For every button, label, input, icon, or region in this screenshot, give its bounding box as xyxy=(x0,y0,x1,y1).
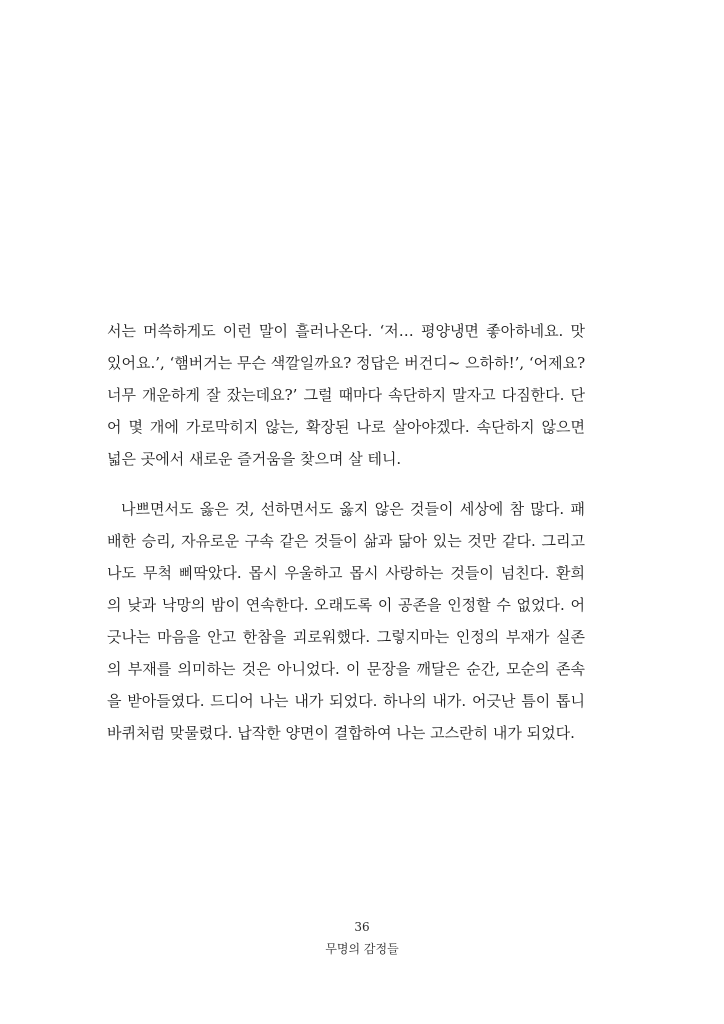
text-line: 바퀴처럼 맞물렸다. 납작한 양면이 결합하여 나는 고스란히 내가 되었다. xyxy=(107,724,575,742)
text-line: 나쁘면서도 옳은 것, 선하면서도 옳지 않은 것들이 세상에 참 많다. 패 xyxy=(121,500,585,518)
text-line: 나도 무척 삐딱았다. 몹시 우울하고 몹시 사랑하는 것들이 넘친다. 환희 xyxy=(107,564,585,582)
text-line: 서는 머쓱하게도 이런 말이 흘러나온다. ‘저… 평양냉면 좋아하네요. 맛 xyxy=(107,322,585,340)
book-title: 무명의 감정들 xyxy=(325,942,399,956)
text-line: 의 부재를 의미하는 것은 아니었다. 이 문장을 깨달은 순간, 모순의 존속 xyxy=(107,660,585,678)
text-line: 의 낮과 낙망의 밤이 연속한다. 오래도록 이 공존을 인정할 수 없었다. 어 xyxy=(107,596,585,614)
page-number: 36 xyxy=(354,920,370,934)
paragraph-1 xyxy=(107,315,585,475)
text-line: 긋나는 마음을 안고 한참을 괴로워했다. 그렇지마는 인정의 부재가 실존 xyxy=(107,628,585,646)
paragraph-2 xyxy=(107,493,585,749)
body-text xyxy=(107,315,585,749)
text-line: 너무 개운하게 잘 잤는데요?’ 그럴 때마다 속단하지 말자고 다짐한다. 단 xyxy=(107,386,585,404)
text-line: 배한 승리, 자유로운 구속 같은 것들이 삶과 닮아 있는 것만 같다. 그리고 xyxy=(107,532,585,550)
text-line: 있어요.’, ‘햄버거는 무슨 색깔일까요? 정답은 버건디~ 으하하!’, ‘어제요? xyxy=(107,354,585,372)
paragraph-gap xyxy=(107,475,585,493)
text-line: 을 받아들였다. 드디어 나는 내가 되었다. 하나의 내가. 어긋난 틈이 톱니 xyxy=(107,692,585,710)
text-line: 어 몇 개에 가로막히지 않는, 확장된 나로 살아야겠다. 속단하지 않으면 xyxy=(107,418,585,436)
text-line: 넓은 곳에서 새로운 즐거움을 찾으며 살 테니. xyxy=(107,450,402,468)
